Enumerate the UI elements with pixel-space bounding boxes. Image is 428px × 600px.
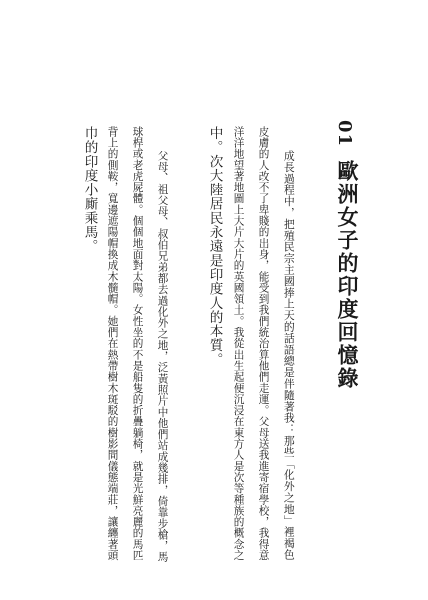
paragraph-2-line-3: 背上的側鞍，寬邊遮陽帽換成木髓帽。她們在熱帶樹木斑駁的樹影間儀態端莊，讓纏著頭 [106,126,119,561]
paragraph-2-line-2: 球桿或老虎屍體。個個地面對太陽。女性坐的不是船隻的折疊躺椅，就是光鮮亮麗的馬匹 [131,126,144,561]
paragraph-1-line-4: 中。次大陸居民永遠是印度人的本質。 [206,126,223,367]
paragraph-1-line-2: 皮膚的人改不了卑賤的出身，能受到我們統治算他們走運。父母送我進寄宿學校，我得意 [257,126,270,561]
paragraph-1-line-3: 洋洋地望著地圖上大片大片的英國領土。我從出生起便沉浸在東方人是次等種族的概念之 [232,126,245,561]
paragraph-2-line-4: 巾的印度小廝乘馬。 [81,126,98,254]
chapter-title: 歐洲女子的印度回憶錄 [335,160,360,390]
paragraph-2-line-1: 父母、祖父母、叔伯兄弟都去過化外之地，泛黃照片中他們站成幾排，倚靠步槍，馬 [156,150,169,563]
paragraph-1-line-1: 成長過程中，把殖民宗主國捧上天的話語總是伴隨著我：那些「化外之地」裡褐色 [282,150,296,561]
chapter-number: 01 [334,120,355,148]
